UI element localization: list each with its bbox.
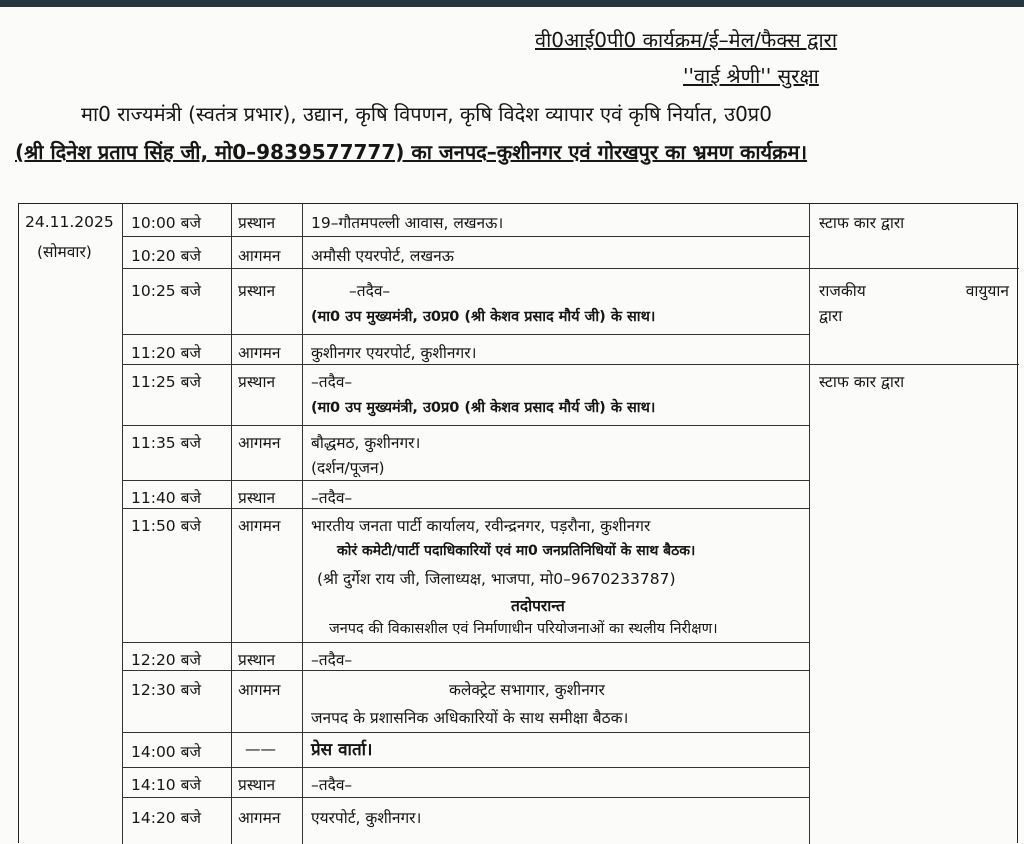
row-detail: भारतीय जनता पार्टी कार्यालय, रवीन्द्रनगर, पड़रौना, कुशीनगर xyxy=(311,517,651,535)
row-separator xyxy=(122,767,809,768)
row-detail: –तदैव– xyxy=(311,651,353,669)
row-time: 12:30 बजे xyxy=(131,681,201,699)
row-separator xyxy=(122,236,809,237)
row-detail: –तदैव– xyxy=(311,489,353,507)
row-action: आगमन xyxy=(238,434,281,452)
row-action: प्रस्थान xyxy=(238,489,276,507)
row-action: आगमन xyxy=(238,247,281,265)
row-action: प्रस्थान xyxy=(238,282,276,300)
row-action: प्रस्थान xyxy=(238,214,276,232)
row-detail: अमौसी एयरपोर्ट, लखनऊ xyxy=(311,247,454,265)
row-detail: जनपद के प्रशासनिक अधिकारियों के साथ समीक्षा बैठक। xyxy=(311,709,629,727)
row-detail: कोरं कमेटी/पार्टी पदाधिकारियों एवं मा0 जनप्रतिनिधियों के साथ बैठक। xyxy=(337,543,696,559)
row-detail: तदोपरान्त xyxy=(511,597,565,615)
header-line-2: ''वाई श्रेणी'' सुरक्षा xyxy=(683,64,819,88)
row-detail: 19–गौतमपल्ली आवास, लखनऊ। xyxy=(311,214,504,232)
row-time: 10:00 बजे xyxy=(131,214,201,232)
row-detail: (दर्शन/पूजन) xyxy=(311,459,385,477)
col-separator xyxy=(809,204,810,844)
col-separator xyxy=(122,204,123,844)
row-time: 11:20 बजे xyxy=(131,344,201,362)
header-line-4: (श्री दिनेश प्रताप सिंह जी, मो0–9839577777) का जनपद–कुशीनगर एवं गोरखपुर का भ्रमण कार्यक्रम। xyxy=(15,140,808,164)
row-separator xyxy=(122,732,809,733)
row-separator xyxy=(122,508,809,509)
top-bar xyxy=(0,0,1024,7)
row-detail: –तदैव– xyxy=(311,373,353,391)
schedule-day: (सोमवार) xyxy=(37,243,92,261)
col-separator xyxy=(231,204,232,844)
row-detail: (मा0 उप मुख्यमंत्री, उ0प्र0 (श्री केशव प्रसाद मौर्य जी) के साथ। xyxy=(311,309,656,325)
row-detail: –तदैव– xyxy=(349,282,391,300)
row-detail: (मा0 उप मुख्यमंत्री, उ0प्र0 (श्री केशव प्रसाद मौर्य जी) के साथ। xyxy=(311,400,656,416)
row-time: 10:25 बजे xyxy=(131,282,201,300)
travel-mode: स्टाफ कार द्वारा xyxy=(819,373,905,391)
travel-mode: द्वारा xyxy=(819,307,843,325)
schedule-table xyxy=(18,203,1018,843)
row-detail: बौद्धमठ, कुशीनगर। xyxy=(311,434,421,452)
row-time: 11:40 बजे xyxy=(131,489,201,507)
schedule-date: 24.11.2025 xyxy=(25,213,114,231)
row-detail: कलेक्ट्रेट सभागार, कुशीनगर xyxy=(449,681,605,699)
row-separator xyxy=(122,334,809,335)
row-time: 11:35 बजे xyxy=(131,434,201,452)
row-action: प्रस्थान xyxy=(238,651,276,669)
row-detail: जनपद की विकासशील एवं निर्माणाधीन परियोजनाओं का स्थलीय निरीक्षण। xyxy=(329,621,718,637)
col-separator xyxy=(302,204,303,844)
row-action: आगमन xyxy=(238,517,281,535)
row-action: प्रस्थान xyxy=(238,776,276,794)
row-time: 12:20 बजे xyxy=(131,651,201,669)
header-line-1: वी0आई0पी0 कार्यक्रम/ई–मेल/फैक्स द्वारा xyxy=(535,28,838,52)
row-time: 11:25 बजे xyxy=(131,373,201,391)
row-separator xyxy=(122,797,809,798)
row-separator xyxy=(122,268,1019,269)
row-separator xyxy=(122,425,809,426)
row-separator xyxy=(122,364,1019,365)
row-action: प्रस्थान xyxy=(238,373,276,391)
row-detail: एयरपोर्ट, कुशीनगर। xyxy=(311,809,422,827)
row-separator xyxy=(122,642,809,643)
row-time: 14:20 बजे xyxy=(131,809,201,827)
row-separator xyxy=(122,480,809,481)
row-action: आगमन xyxy=(238,681,281,699)
travel-mode: राजकीय वायुयान xyxy=(819,282,1009,300)
row-detail: (श्री दुर्गेश राय जी, जिलाध्यक्ष, भाजपा, मो0–9670233787) xyxy=(317,570,676,588)
row-action: आगमन xyxy=(238,344,281,362)
row-detail: प्रेस वार्ता। xyxy=(311,740,373,760)
row-action: —— xyxy=(245,740,276,758)
header-line-3: मा0 राज्यमंत्री (स्वतंत्र प्रभार), उद्यान, कृषि विपणन, कृषि विदेश व्यापार एवं कृषि निर्यात, उ0प्र0 xyxy=(81,102,772,126)
row-action: आगमन xyxy=(238,809,281,827)
row-time: 10:20 बजे xyxy=(131,247,201,265)
row-detail: कुशीनगर एयरपोर्ट, कुशीनगर। xyxy=(311,344,477,362)
row-time: 14:00 बजे xyxy=(131,743,201,761)
row-time: 11:50 बजे xyxy=(131,517,201,535)
row-separator xyxy=(122,670,809,671)
row-time: 14:10 बजे xyxy=(131,776,201,794)
travel-mode: स्टाफ कार द्वारा xyxy=(819,214,905,232)
row-detail: –तदैव– xyxy=(311,776,353,794)
